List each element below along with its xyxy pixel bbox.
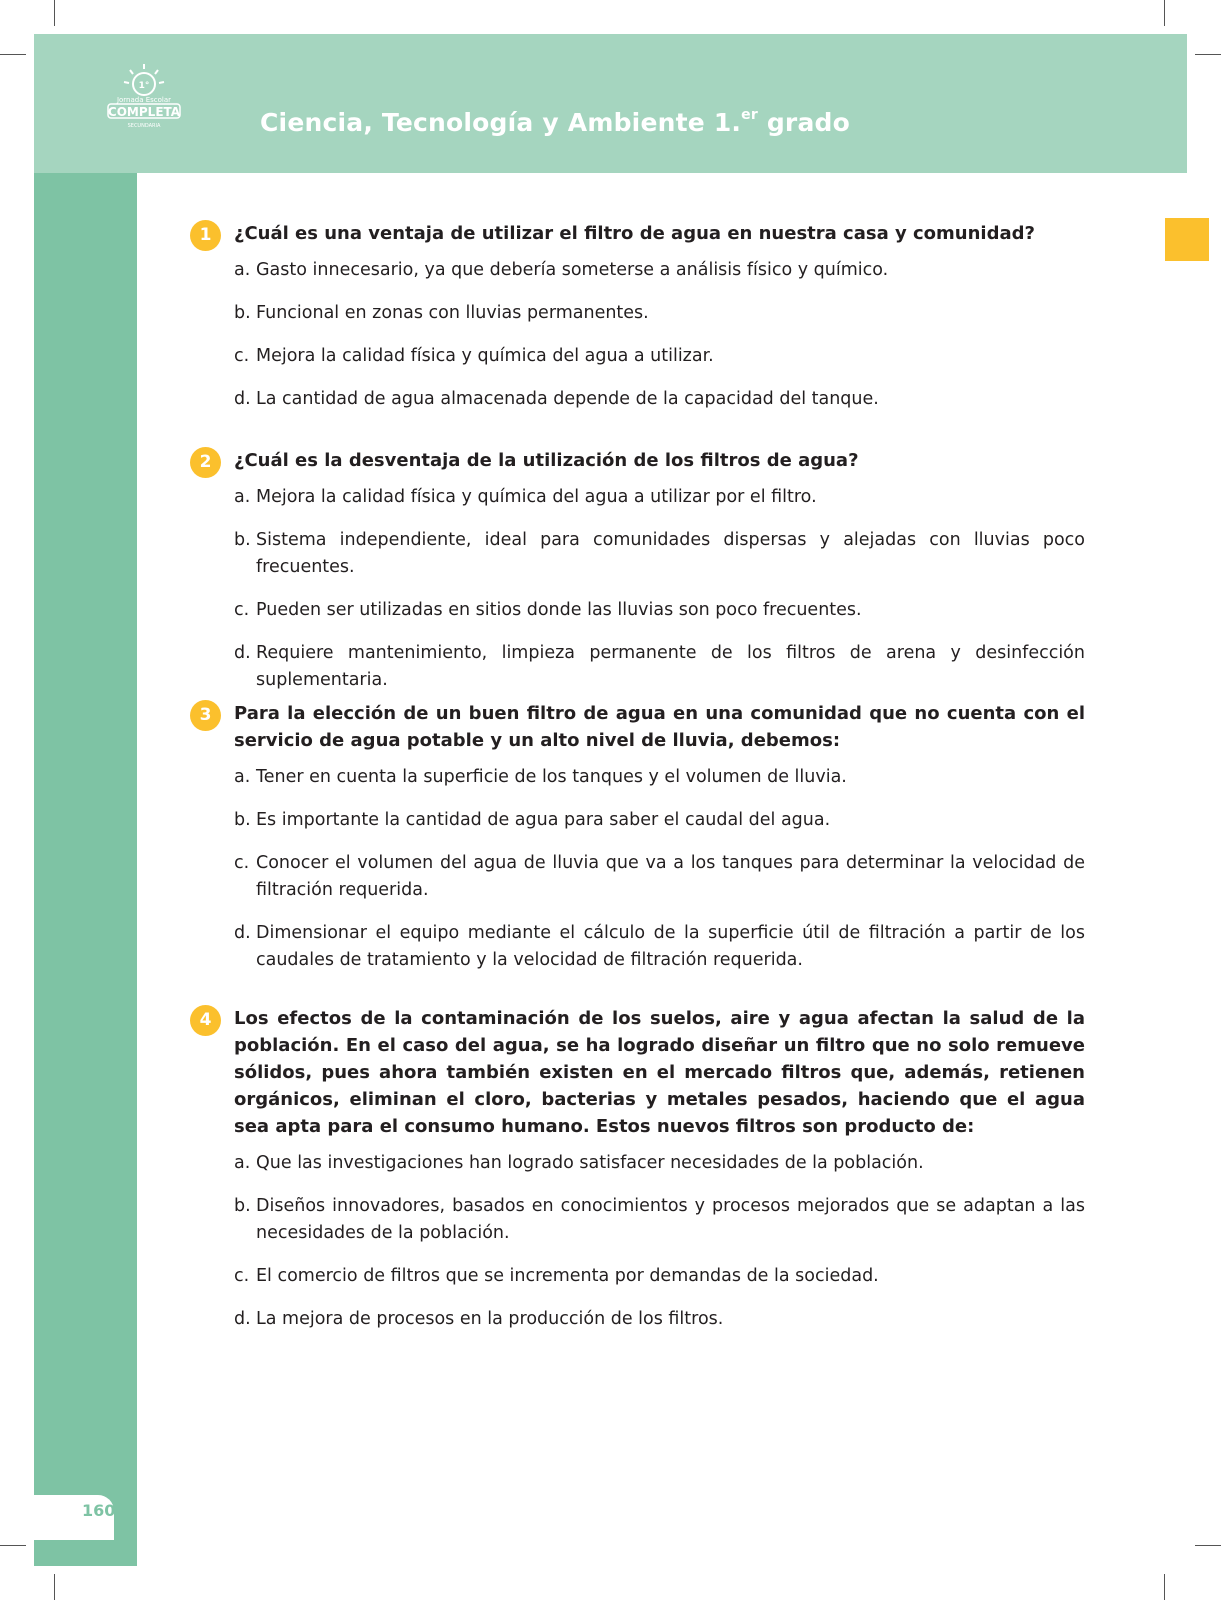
- header-band: [34, 34, 1187, 173]
- option-text: Gasto innecesario, ya que debería someterse a análisis físico y químico.: [256, 260, 889, 280]
- option-item: [234, 597, 1085, 624]
- option-letter: d.: [234, 643, 251, 663]
- option-text: Sistema independiente, ideal para comunidades dispersas y alejadas con lluvias poco frecuentes.: [256, 530, 1085, 577]
- section-tab: [1165, 218, 1209, 261]
- option-item: [234, 1306, 1085, 1333]
- option-item: [234, 527, 1085, 581]
- question-1: [190, 220, 1085, 429]
- question-text: ¿Cuál es una ventaja de utilizar el filtro de agua en nuestra casa y comunidad?: [234, 223, 1035, 244]
- svg-text:SECUNDARIA: SECUNDARIA: [127, 123, 161, 129]
- question-text: Para la elección de un buen filtro de agua en una comunidad que no cuenta con el servicio de agua potable y un alto nivel de lluvia, debemos:: [234, 703, 1085, 751]
- crop-mark: [54, 1574, 55, 1600]
- option-item: [234, 807, 1085, 834]
- option-item: [234, 1263, 1085, 1290]
- question-3: [190, 700, 1085, 990]
- side-band: [34, 173, 137, 1566]
- option-text: Funcional en zonas con lluvias permanentes.: [256, 303, 649, 323]
- svg-text:COMPLETA: COMPLETA: [107, 105, 181, 119]
- option-item: [234, 484, 1085, 511]
- option-text: El comercio de filtros que se incrementa por demandas de la sociedad.: [256, 1266, 879, 1286]
- question-text: ¿Cuál es la desventaja de la utilización de los filtros de agua?: [234, 450, 859, 471]
- question-number-badge: 2: [190, 447, 221, 478]
- option-text: Diseños innovadores, basados en conocimientos y procesos mejorados que se adaptan a las necesidades de la población.: [256, 1196, 1085, 1243]
- crop-mark: [1195, 54, 1221, 55]
- option-item: [234, 1193, 1085, 1247]
- crop-mark: [0, 1545, 26, 1546]
- option-letter: b.: [234, 530, 251, 550]
- crop-mark: [1164, 0, 1165, 26]
- option-letter: c.: [234, 600, 250, 620]
- option-list: [234, 1150, 1085, 1333]
- option-letter: d.: [234, 389, 251, 409]
- option-list: [234, 257, 1085, 413]
- crop-mark: [1195, 1545, 1221, 1546]
- option-item: [234, 850, 1085, 904]
- title-superscript: er: [741, 106, 758, 123]
- option-text: La mejora de procesos en la producción de los filtros.: [256, 1309, 724, 1329]
- option-text: Mejora la calidad física y química del agua a utilizar por el filtro.: [256, 487, 817, 507]
- option-text: Conocer el volumen del agua de lluvia que va a los tanques para determinar la velocidad de filtración requerida.: [256, 853, 1085, 900]
- option-text: Es importante la cantidad de agua para saber el caudal del agua.: [256, 810, 831, 830]
- option-letter: a.: [234, 1153, 251, 1173]
- title-main: Ciencia, Tecnología y Ambiente 1.: [260, 108, 742, 137]
- option-item: [234, 920, 1085, 974]
- option-list: [234, 764, 1085, 974]
- svg-text:1°: 1°: [138, 81, 150, 91]
- option-text: Tener en cuenta la superficie de los tanques y el volumen de lluvia.: [256, 767, 847, 787]
- question-text: Los efectos de la contaminación de los suelos, aire y agua afectan la salud de la población. En el caso del agua, se ha logrado diseñar un filtro que no solo remueve sólidos, pues ahora también existen en el mercado filtros que, además, retienen orgánicos, eliminan el cloro, bacterias y metales pesados, haciendo que el agua sea apta para el consumo humano. Estos nuevos filtros son producto de:: [234, 1008, 1085, 1137]
- option-list: [234, 484, 1085, 694]
- question-number-badge: 3: [190, 700, 221, 731]
- option-letter: b.: [234, 1196, 251, 1216]
- option-item: [234, 300, 1085, 327]
- question-4: [190, 1005, 1085, 1349]
- crop-mark: [0, 54, 26, 55]
- option-item: [234, 764, 1085, 791]
- option-item: [234, 386, 1085, 413]
- option-item: [234, 640, 1085, 694]
- option-letter: c.: [234, 346, 250, 366]
- option-item: [234, 343, 1085, 370]
- page-title: [260, 108, 850, 137]
- crop-mark: [1164, 1574, 1165, 1600]
- option-text: Que las investigaciones han logrado satisfacer necesidades de la población.: [256, 1153, 924, 1173]
- title-end: grado: [757, 108, 851, 137]
- crop-mark: [54, 0, 55, 26]
- question-number-badge: 1: [190, 220, 221, 251]
- option-letter: b.: [234, 303, 251, 323]
- page-number-tab: [34, 1495, 114, 1540]
- option-letter: a.: [234, 487, 251, 507]
- option-letter: d.: [234, 1309, 251, 1329]
- option-letter: c.: [234, 853, 250, 873]
- option-text: Dimensionar el equipo mediante el cálculo de la superficie útil de filtración a partir de los caudales de tratamiento y la velocidad de filtración requerida.: [256, 923, 1085, 970]
- option-letter: a.: [234, 767, 251, 787]
- option-letter: c.: [234, 1266, 250, 1286]
- option-item: [234, 1150, 1085, 1177]
- question-number-badge: 4: [190, 1005, 221, 1036]
- question-2: [190, 447, 1085, 710]
- option-text: Pueden ser utilizadas en sitios donde las lluvias son poco frecuentes.: [256, 600, 862, 620]
- option-text: Mejora la calidad física y química del agua a utilizar.: [256, 346, 714, 366]
- option-text: La cantidad de agua almacenada depende de la capacidad del tanque.: [256, 389, 879, 409]
- option-text: Requiere mantenimiento, limpieza permanente de los filtros de arena y desinfección suplementaria.: [256, 643, 1085, 690]
- option-letter: a.: [234, 260, 251, 280]
- logo: [104, 62, 184, 134]
- option-letter: b.: [234, 810, 251, 830]
- page-number: 160: [82, 1501, 116, 1520]
- option-item: [234, 257, 1085, 284]
- svg-text:Jornada Escolar: Jornada Escolar: [116, 96, 172, 104]
- option-letter: d.: [234, 923, 251, 943]
